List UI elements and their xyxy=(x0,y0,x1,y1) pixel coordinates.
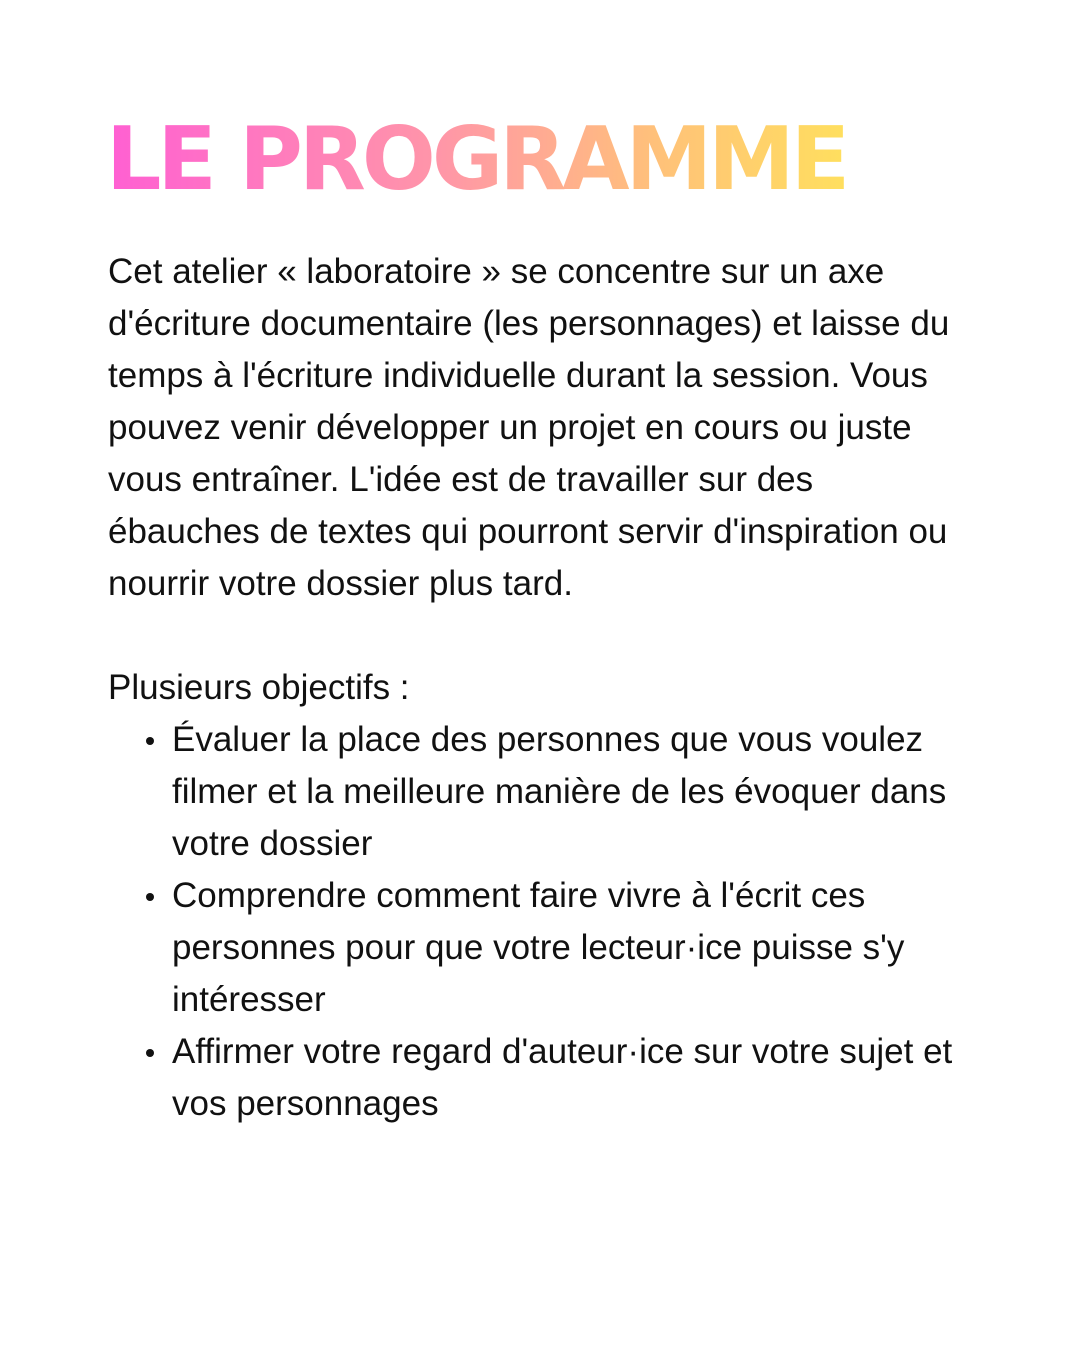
list-item: Affirmer votre regard d'auteur·ice sur votre sujet et vos personnages xyxy=(172,1026,988,1130)
objectives-heading: Plusieurs objectifs : xyxy=(108,668,410,707)
content-body xyxy=(108,246,988,1130)
list-item: Comprendre comment faire vivre à l'écrit ces personnes pour que votre lecteur·ice puisse s'y intéresser xyxy=(172,870,988,1026)
intro-paragraph: Cet atelier « laboratoire » se concentre sur un axe d'écriture documentaire (les personnages) et laisse du temps à l'écriture individuelle durant la session. Vous pouvez venir développer un projet en cours ou juste vous entraîner. L'idée est de travailler sur des ébauches de textes qui pourront servir d'inspiration ou nourrir votre dossier plus tard. xyxy=(108,252,950,603)
objectives-list xyxy=(108,714,988,1130)
page-title: LE PROGRAMME xyxy=(106,104,846,214)
list-item: Évaluer la place des personnes que vous voulez filmer et la meilleure manière de les évoquer dans votre dossier xyxy=(172,714,988,870)
